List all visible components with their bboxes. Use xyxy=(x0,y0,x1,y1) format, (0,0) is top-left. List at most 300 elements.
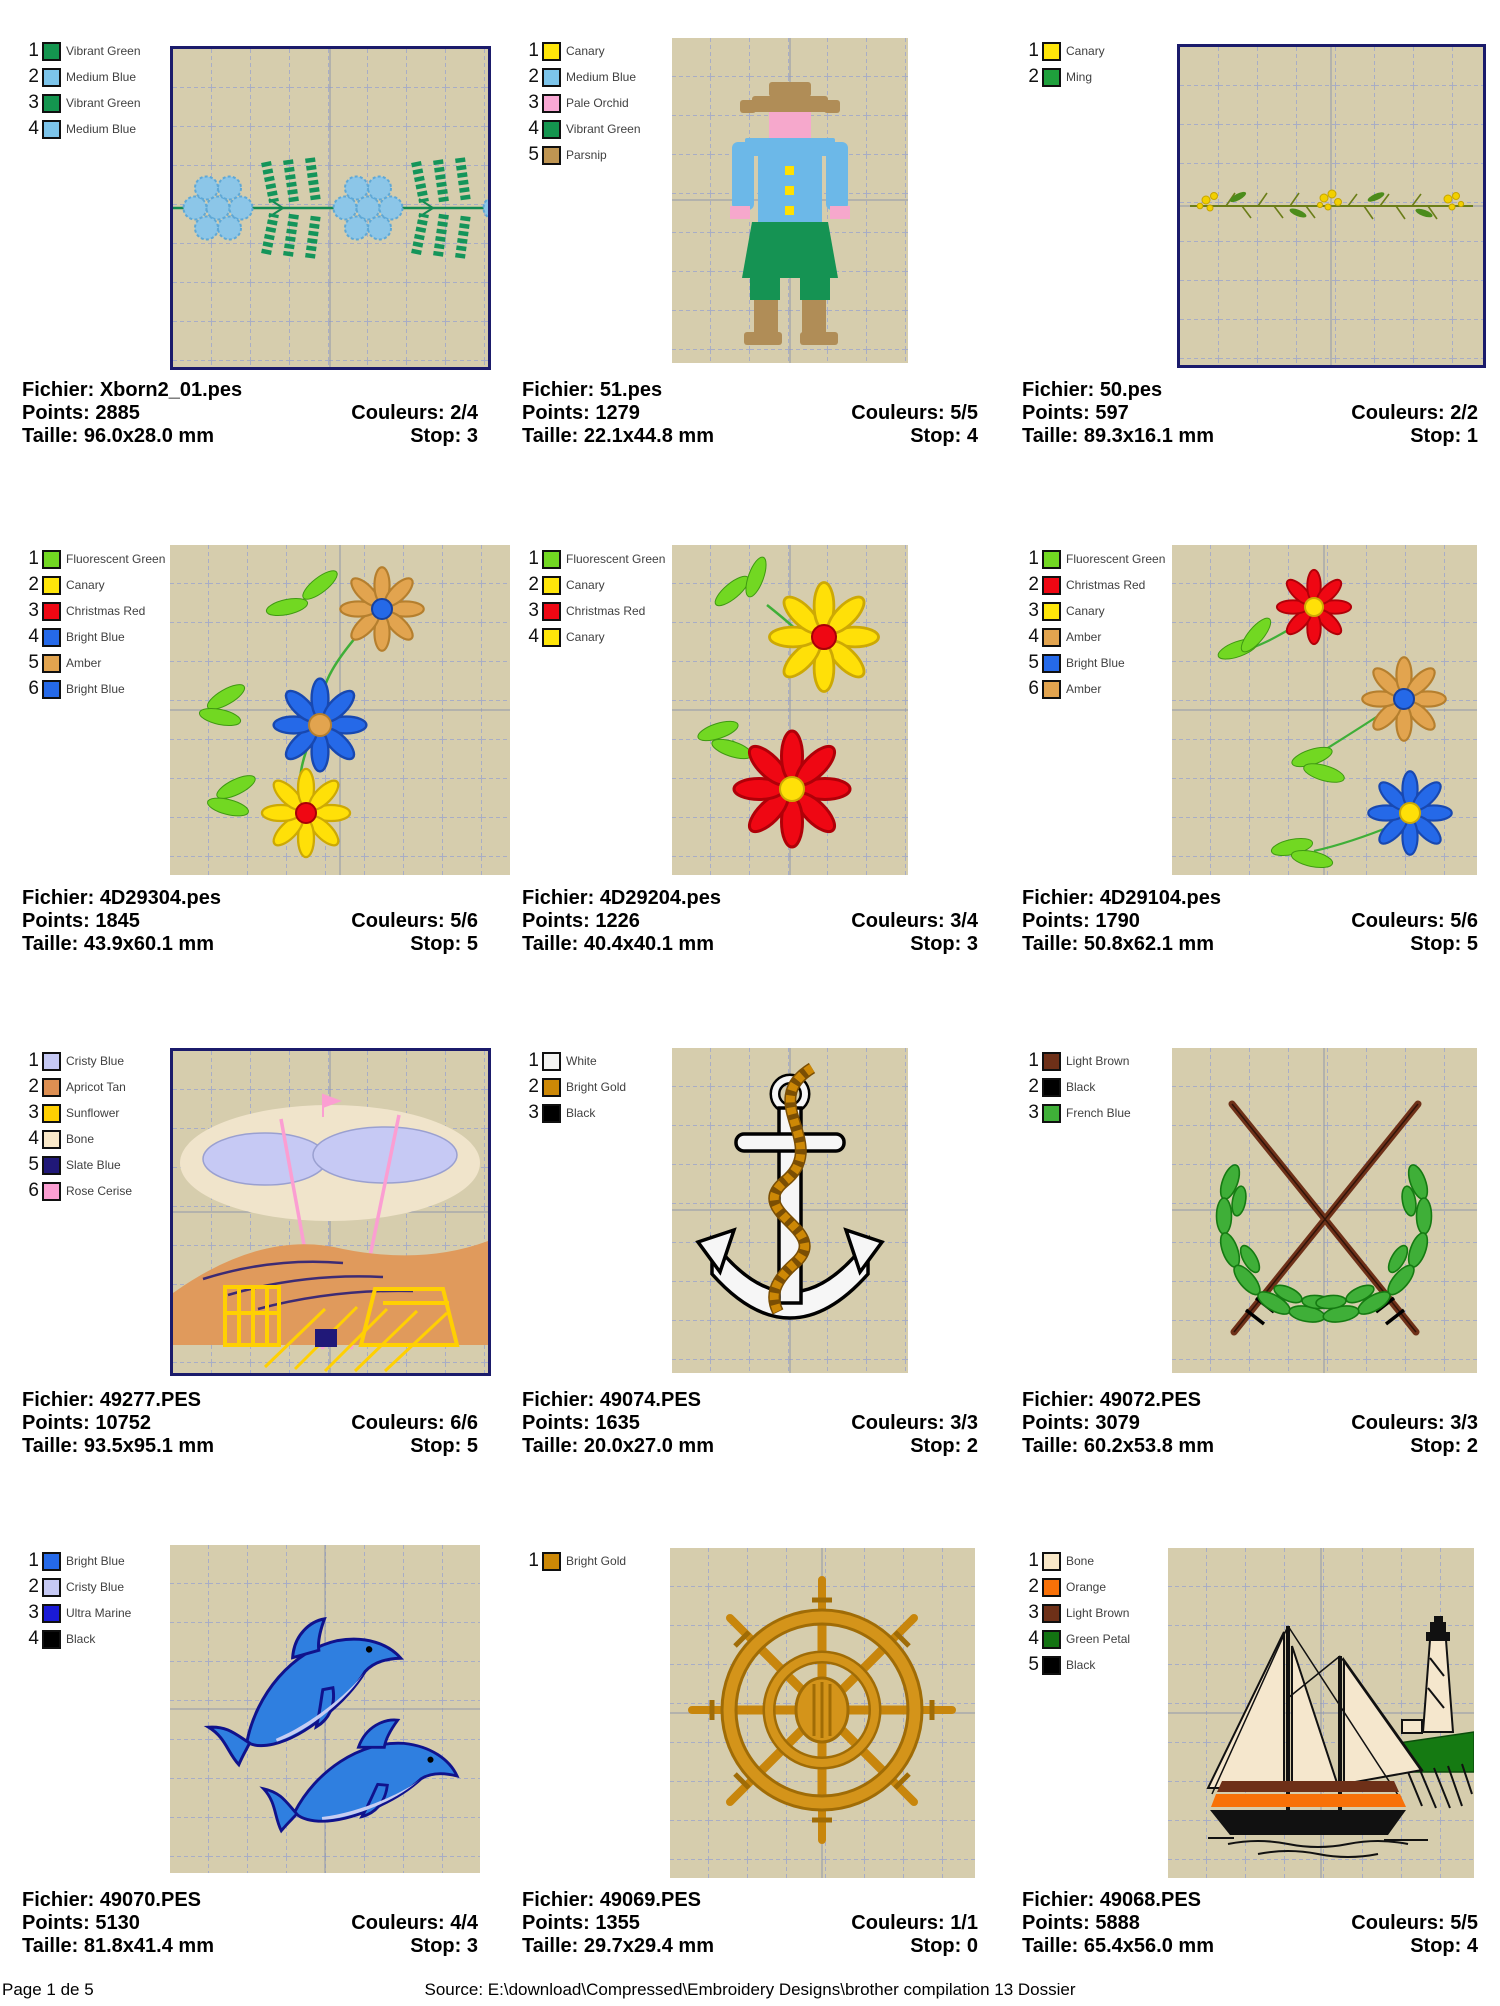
legend-row xyxy=(522,624,665,650)
couleurs-line: Couleurs: 6/6 xyxy=(351,1412,478,1434)
color-swatch xyxy=(1042,1604,1061,1623)
color-name: Cristy Blue xyxy=(66,1580,125,1594)
color-name: Black xyxy=(1066,1080,1096,1094)
color-swatch xyxy=(1042,550,1061,569)
design-card-49070 xyxy=(0,1540,500,2006)
embroidery-preview-cross-stitch-border xyxy=(170,46,491,370)
color-name: Apricot Tan xyxy=(66,1080,126,1094)
color-swatch xyxy=(542,42,561,61)
color-swatch xyxy=(542,628,561,647)
legend-row xyxy=(1022,1074,1131,1100)
thread-number: 2 xyxy=(28,1576,39,1597)
thread-number: 6 xyxy=(1028,678,1039,699)
taille-line: Taille: 65.4x56.0 mm xyxy=(1022,1935,1214,1957)
design-meta xyxy=(1022,1389,1478,1458)
color-swatch xyxy=(42,1104,61,1123)
page-number: Page 1 de 5 xyxy=(2,1980,94,1999)
thread-number: 6 xyxy=(28,1180,39,1201)
color-swatch xyxy=(1042,1552,1061,1571)
couleurs-line: Couleurs: 1/1 xyxy=(851,1912,978,1934)
legend-row xyxy=(22,116,141,142)
legend-row xyxy=(1022,1100,1131,1126)
thread-number: 3 xyxy=(28,1602,39,1623)
stop-line: Stop: 0 xyxy=(910,1935,978,1957)
color-swatch xyxy=(542,120,561,139)
thread-number: 2 xyxy=(1028,66,1039,87)
thread-number: 4 xyxy=(28,1128,39,1149)
legend-row xyxy=(22,676,165,702)
thread-number: 1 xyxy=(528,1050,539,1071)
color-legend xyxy=(22,546,165,702)
couleurs-line: Couleurs: 3/3 xyxy=(1351,1412,1478,1434)
color-name: Fluorescent Green xyxy=(1066,552,1166,566)
color-swatch xyxy=(42,1630,61,1649)
legend-row xyxy=(522,546,665,572)
taille-line: Taille: 40.4x40.1 mm xyxy=(522,933,714,955)
color-name: Black xyxy=(1066,1658,1096,1672)
points-line: Points: 1226 xyxy=(522,910,640,932)
color-swatch xyxy=(1042,68,1061,87)
color-swatch xyxy=(542,602,561,621)
stop-line: Stop: 5 xyxy=(1410,933,1478,955)
legend-row xyxy=(22,1574,131,1600)
color-name: Black xyxy=(66,1632,96,1646)
legend-row xyxy=(522,598,665,624)
couleurs-line: Couleurs: 2/4 xyxy=(351,402,478,424)
points-line: Points: 3079 xyxy=(1022,1412,1140,1434)
legend-row xyxy=(1022,38,1105,64)
thread-number: 3 xyxy=(28,92,39,113)
taille-line: Taille: 50.8x62.1 mm xyxy=(1022,933,1214,955)
stop-line: Stop: 4 xyxy=(910,425,978,447)
thread-number: 5 xyxy=(1028,1654,1039,1675)
color-name: Slate Blue xyxy=(66,1158,121,1172)
embroidery-preview-three-daisies-diagonal xyxy=(1172,545,1477,875)
color-name: Bone xyxy=(1066,1554,1095,1568)
legend-row xyxy=(22,38,141,64)
stop-line: Stop: 3 xyxy=(910,933,978,955)
color-legend xyxy=(1022,1548,1130,1678)
color-swatch xyxy=(42,1078,61,1097)
design-card-xborn2 xyxy=(0,30,500,500)
color-swatch xyxy=(542,550,561,569)
color-legend xyxy=(522,1548,626,1574)
points-line: Points: 2885 xyxy=(22,402,140,424)
couleurs-line: Couleurs: 5/6 xyxy=(1351,910,1478,932)
thread-number: 1 xyxy=(1028,40,1039,61)
thread-number: 1 xyxy=(1028,1550,1039,1571)
thread-number: 1 xyxy=(1028,548,1039,569)
file-line: Fichier: 51.pes xyxy=(522,379,663,401)
color-swatch xyxy=(1042,1656,1061,1675)
legend-row xyxy=(1022,1548,1130,1574)
embroidery-preview-ship-wheel xyxy=(670,1548,975,1878)
color-swatch xyxy=(42,1130,61,1149)
color-swatch xyxy=(42,1156,61,1175)
legend-row xyxy=(522,1048,626,1074)
embroidery-preview-dolphins xyxy=(170,1545,480,1873)
taille-line: Taille: 29.7x29.4 mm xyxy=(522,1935,714,1957)
thread-number: 2 xyxy=(1028,574,1039,595)
stop-line: Stop: 2 xyxy=(910,1435,978,1457)
thread-number: 5 xyxy=(1028,652,1039,673)
couleurs-line: Couleurs: 4/4 xyxy=(351,1912,478,1934)
color-swatch xyxy=(42,602,61,621)
couleurs-line: Couleurs: 5/6 xyxy=(351,910,478,932)
design-card-49277 xyxy=(0,1040,500,1510)
color-swatch xyxy=(42,1182,61,1201)
color-legend xyxy=(522,1048,626,1126)
color-swatch xyxy=(42,120,61,139)
thread-number: 3 xyxy=(528,92,539,113)
color-legend xyxy=(22,1548,131,1652)
stop-line: Stop: 1 xyxy=(1410,425,1478,447)
color-name: Medium Blue xyxy=(566,70,637,84)
color-name: Canary xyxy=(566,578,605,592)
design-meta xyxy=(522,887,978,956)
embroidery-preview-sailor xyxy=(672,38,908,363)
thread-number: 3 xyxy=(528,600,539,621)
legend-row xyxy=(1022,1652,1130,1678)
color-legend xyxy=(1022,1048,1131,1126)
design-meta xyxy=(522,1889,978,1958)
color-name: Canary xyxy=(66,578,105,592)
legend-row xyxy=(1022,624,1165,650)
color-name: Amber xyxy=(66,656,102,670)
color-name: Bright Blue xyxy=(66,630,125,644)
thread-number: 4 xyxy=(528,118,539,139)
embroidery-preview-three-daisies xyxy=(170,545,510,875)
points-line: Points: 10752 xyxy=(22,1412,151,1434)
thread-number: 2 xyxy=(28,574,39,595)
thread-number: 4 xyxy=(1028,626,1039,647)
color-name: Medium Blue xyxy=(66,70,137,84)
thread-number: 5 xyxy=(528,144,539,165)
color-name: Cristy Blue xyxy=(66,1054,125,1068)
legend-row xyxy=(22,1626,131,1652)
stop-line: Stop: 3 xyxy=(410,425,478,447)
color-swatch xyxy=(1042,680,1061,699)
color-name: Amber xyxy=(1066,630,1102,644)
design-meta xyxy=(22,887,478,956)
embroidery-preview-anchor xyxy=(672,1048,908,1373)
embroidery-preview-sailboat-lighthouse xyxy=(1168,1548,1474,1878)
color-name: Christmas Red xyxy=(566,604,646,618)
thread-number: 2 xyxy=(1028,1576,1039,1597)
color-legend xyxy=(1022,546,1165,702)
design-card-49069 xyxy=(500,1540,1000,2006)
legend-row xyxy=(522,142,641,168)
legend-row xyxy=(22,90,141,116)
file-line: Fichier: 4D29104.pes xyxy=(1022,887,1222,909)
taille-line: Taille: 60.2x53.8 mm xyxy=(1022,1435,1214,1457)
points-line: Points: 1279 xyxy=(522,402,640,424)
thread-number: 3 xyxy=(1028,600,1039,621)
file-line: Fichier: 49068.PES xyxy=(1022,1889,1202,1911)
color-name: Ming xyxy=(1066,70,1093,84)
legend-row xyxy=(22,598,165,624)
thread-number: 6 xyxy=(28,678,39,699)
color-name: Fluorescent Green xyxy=(566,552,666,566)
color-name: Light Brown xyxy=(1066,1606,1130,1620)
legend-row xyxy=(522,1548,626,1574)
thread-number: 4 xyxy=(528,626,539,647)
stop-line: Stop: 3 xyxy=(410,1935,478,1957)
design-meta xyxy=(1022,887,1478,956)
color-swatch xyxy=(1042,628,1061,647)
thread-number: 1 xyxy=(1028,1050,1039,1071)
color-name: Bright Gold xyxy=(566,1080,627,1094)
legend-row xyxy=(522,116,641,142)
taille-line: Taille: 20.0x27.0 mm xyxy=(522,1435,714,1457)
color-swatch xyxy=(542,68,561,87)
thread-number: 5 xyxy=(28,1154,39,1175)
color-name: Bone xyxy=(66,1132,95,1146)
thread-number: 3 xyxy=(28,1102,39,1123)
legend-row xyxy=(22,572,165,598)
thread-number: 2 xyxy=(28,1076,39,1097)
thread-number: 4 xyxy=(28,626,39,647)
taille-line: Taille: 93.5x95.1 mm xyxy=(22,1435,214,1457)
design-card-51 xyxy=(500,30,1000,500)
color-swatch xyxy=(42,42,61,61)
color-swatch xyxy=(42,576,61,595)
design-meta xyxy=(522,1389,978,1458)
thread-number: 3 xyxy=(28,600,39,621)
legend-row xyxy=(522,1074,626,1100)
legend-row xyxy=(22,1100,132,1126)
legend-row xyxy=(1022,676,1165,702)
thread-number: 1 xyxy=(528,40,539,61)
legend-row xyxy=(1022,650,1165,676)
color-swatch xyxy=(1042,1630,1061,1649)
legend-row xyxy=(22,64,141,90)
color-swatch xyxy=(542,146,561,165)
legend-row xyxy=(522,38,641,64)
thread-number: 1 xyxy=(28,548,39,569)
color-swatch xyxy=(42,1578,61,1597)
thread-number: 2 xyxy=(528,66,539,87)
color-name: White xyxy=(566,1054,597,1068)
thread-number: 2 xyxy=(1028,1076,1039,1097)
color-swatch xyxy=(42,680,61,699)
color-name: Light Brown xyxy=(1066,1054,1130,1068)
color-swatch xyxy=(542,576,561,595)
color-name: Vibrant Green xyxy=(66,96,141,110)
file-line: Fichier: 4D29304.pes xyxy=(22,887,222,909)
thread-number: 1 xyxy=(28,1050,39,1071)
design-meta xyxy=(22,379,478,448)
color-swatch xyxy=(1042,602,1061,621)
stop-line: Stop: 5 xyxy=(410,1435,478,1457)
file-line: Fichier: 4D29204.pes xyxy=(522,887,722,909)
file-line: Fichier: 49277.PES xyxy=(22,1389,202,1411)
color-name: Vibrant Green xyxy=(566,122,641,136)
legend-row xyxy=(1022,1048,1131,1074)
color-name: Bright Blue xyxy=(1066,656,1125,670)
color-name: Christmas Red xyxy=(1066,578,1146,592)
stop-line: Stop: 5 xyxy=(410,933,478,955)
color-swatch xyxy=(42,550,61,569)
color-name: Amber xyxy=(1066,682,1102,696)
legend-row xyxy=(1022,572,1165,598)
legend-row xyxy=(1022,64,1105,90)
points-line: Points: 597 xyxy=(1022,402,1129,424)
legend-row xyxy=(1022,1626,1130,1652)
color-name: Canary xyxy=(566,630,605,644)
color-name: Canary xyxy=(1066,44,1105,58)
legend-row xyxy=(22,1126,132,1152)
color-swatch xyxy=(542,1552,561,1571)
legend-row xyxy=(522,64,641,90)
thread-number: 1 xyxy=(28,40,39,61)
couleurs-line: Couleurs: 5/5 xyxy=(851,402,978,424)
color-swatch xyxy=(1042,1052,1061,1071)
embroidery-preview-laurel-rods xyxy=(1172,1048,1477,1373)
file-line: Fichier: 49069.PES xyxy=(522,1889,702,1911)
color-name: Rose Cerise xyxy=(66,1184,133,1198)
taille-line: Taille: 22.1x44.8 mm xyxy=(522,425,714,447)
thread-number: 2 xyxy=(528,1076,539,1097)
color-name: Christmas Red xyxy=(66,604,146,618)
design-meta xyxy=(1022,1889,1478,1958)
color-swatch xyxy=(42,654,61,673)
embroidery-preview-two-daisies xyxy=(672,545,908,875)
thread-number: 3 xyxy=(1028,1102,1039,1123)
design-card-4d29304 xyxy=(0,538,500,1008)
thread-number: 1 xyxy=(28,1550,39,1571)
color-swatch xyxy=(42,94,61,113)
color-swatch xyxy=(1042,1104,1061,1123)
embroidery-preview-beach-scene xyxy=(170,1048,491,1376)
color-name: French Blue xyxy=(1066,1106,1131,1120)
color-name: Orange xyxy=(1066,1580,1107,1594)
color-name: Bright Blue xyxy=(66,682,125,696)
legend-row xyxy=(1022,1600,1130,1626)
design-card-49072 xyxy=(1000,1040,1500,1510)
legend-row xyxy=(522,572,665,598)
thread-number: 2 xyxy=(28,66,39,87)
thread-number: 4 xyxy=(28,1628,39,1649)
color-name: Pale Orchid xyxy=(566,96,629,110)
source-path: Source: E:\download\Compressed\Embroidery Designs\brother compilation 13 Dossier xyxy=(424,1980,1076,1999)
color-swatch xyxy=(1042,1578,1061,1597)
embroidery-preview-flower-vine xyxy=(1177,44,1486,368)
couleurs-line: Couleurs: 2/2 xyxy=(1351,402,1478,424)
color-swatch xyxy=(542,1104,561,1123)
legend-row xyxy=(22,1048,132,1074)
color-legend xyxy=(522,38,641,168)
stop-line: Stop: 2 xyxy=(1410,1435,1478,1457)
file-label: Fichier: xyxy=(22,379,95,401)
thread-number: 3 xyxy=(1028,1602,1039,1623)
thread-number: 3 xyxy=(528,1102,539,1123)
color-swatch xyxy=(42,68,61,87)
legend-row xyxy=(522,90,641,116)
design-meta xyxy=(22,1889,478,1958)
legend-row xyxy=(22,1152,132,1178)
design-card-49074 xyxy=(500,1040,1000,1510)
points-line: Points: 5130 xyxy=(22,1912,140,1934)
thread-number: 4 xyxy=(1028,1628,1039,1649)
taille-line: Taille: 96.0x28.0 mm xyxy=(22,425,214,447)
color-swatch xyxy=(542,1078,561,1097)
legend-row xyxy=(22,1600,131,1626)
color-name: Bright Gold xyxy=(566,1554,627,1568)
color-name: Sunflower xyxy=(66,1106,120,1120)
taille-line: Taille: 89.3x16.1 mm xyxy=(1022,425,1214,447)
design-meta xyxy=(522,379,978,448)
color-swatch xyxy=(42,1052,61,1071)
color-swatch xyxy=(542,94,561,113)
points-line: Points: 1790 xyxy=(1022,910,1140,932)
thread-number: 1 xyxy=(528,1550,539,1571)
file-value: Xborn2_01.pes xyxy=(99,379,243,401)
color-name: Bright Blue xyxy=(66,1554,125,1568)
color-legend xyxy=(1022,38,1105,90)
legend-row xyxy=(22,624,165,650)
legend-row xyxy=(22,1178,132,1204)
points-line: Points: 1355 xyxy=(522,1912,640,1934)
color-name: Vibrant Green xyxy=(66,44,141,58)
couleurs-line: Couleurs: 3/4 xyxy=(851,910,978,932)
legend-row xyxy=(22,1074,132,1100)
legend-row xyxy=(1022,598,1165,624)
color-swatch xyxy=(42,1604,61,1623)
color-name: Parsnip xyxy=(566,148,607,162)
color-name: Black xyxy=(566,1106,596,1120)
taille-line: Taille: 81.8x41.4 mm xyxy=(22,1935,214,1957)
color-swatch xyxy=(542,1052,561,1071)
color-swatch xyxy=(42,1552,61,1571)
legend-row xyxy=(522,1100,626,1126)
thread-number: 1 xyxy=(528,548,539,569)
file-line: Fichier: 49074.PES xyxy=(522,1389,702,1411)
file-line: Fichier: 50.pes xyxy=(1022,379,1163,401)
couleurs-line: Couleurs: 5/5 xyxy=(1351,1912,1478,1934)
thread-number: 4 xyxy=(28,118,39,139)
design-card-50 xyxy=(1000,30,1500,500)
color-name: Medium Blue xyxy=(66,122,137,136)
taille-line: Taille: 43.9x60.1 mm xyxy=(22,933,214,955)
color-swatch xyxy=(1042,42,1061,61)
color-swatch xyxy=(1042,576,1061,595)
color-legend xyxy=(522,546,665,650)
legend-row xyxy=(1022,546,1165,572)
color-legend xyxy=(22,1048,132,1204)
design-meta xyxy=(22,1389,478,1458)
color-name: Canary xyxy=(566,44,605,58)
color-name: Fluorescent Green xyxy=(66,552,166,566)
legend-row xyxy=(22,650,165,676)
legend-row xyxy=(22,546,165,572)
color-swatch xyxy=(1042,654,1061,673)
design-card-4d29204 xyxy=(500,538,1000,1008)
file-line xyxy=(22,379,478,402)
points-line: Points: 1635 xyxy=(522,1412,640,1434)
file-line: Fichier: 49070.PES xyxy=(22,1889,202,1911)
design-meta xyxy=(1022,379,1478,448)
couleurs-line: Couleurs: 3/3 xyxy=(851,1412,978,1434)
thread-number: 5 xyxy=(28,652,39,673)
points-line: Points: 5888 xyxy=(1022,1912,1140,1934)
color-name: Ultra Marine xyxy=(66,1606,132,1620)
color-swatch xyxy=(42,628,61,647)
points-line: Points: 1845 xyxy=(22,910,140,932)
color-swatch xyxy=(1042,1078,1061,1097)
color-legend xyxy=(22,38,141,142)
legend-row xyxy=(1022,1574,1130,1600)
